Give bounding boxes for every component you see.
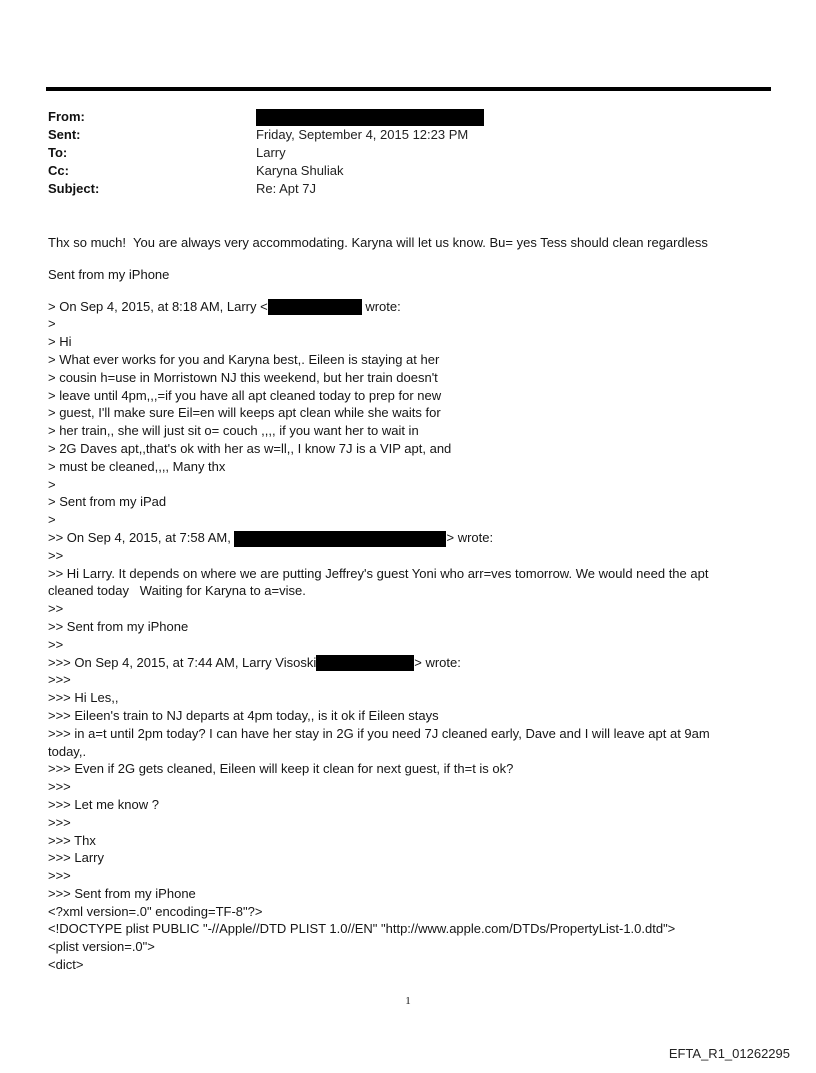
body-line: > What ever works for you and Karyna best,. Eileen is staying at her xyxy=(48,351,440,367)
body-line: > leave until 4pm,,,=if you have all apt cleaned today to prep for new xyxy=(48,387,442,403)
cc-value: Karyna Shuliak xyxy=(256,163,344,178)
body-line: Thx so much! You are always very accommodating. Karyna will let us know. Bu= yes Tess should clean regardless xyxy=(48,235,708,250)
body-line: > must be cleaned,,,, Many thx xyxy=(48,458,226,474)
body-line: > Hi xyxy=(48,334,72,350)
body-line: <dict> xyxy=(48,957,84,973)
email-body xyxy=(48,234,768,974)
body-line: <?xml version=.0" encoding=TF-8"?> xyxy=(48,903,263,919)
to-row xyxy=(48,144,748,162)
body-line: > 2G Daves apt,,that's ok with her as w=ll,, I know 7J is a VIP apt, and xyxy=(48,440,452,456)
cc-row xyxy=(48,162,748,180)
body-line: >>> Even if 2G gets cleaned, Eileen will keep it clean for next guest, if th=t is ok? xyxy=(48,761,514,777)
bates-stamp: EFTA_R1_01262295 xyxy=(668,1046,790,1061)
body-line: cleaned today Waiting for Karyna to a=vise. xyxy=(48,583,306,599)
body-line: >>> Let me know ? xyxy=(48,796,159,812)
subject-value: Re: Apt 7J xyxy=(256,181,316,196)
redaction-from xyxy=(256,109,484,126)
body-line: > xyxy=(48,316,56,332)
body-line: >>> xyxy=(48,672,71,688)
redaction-email xyxy=(268,299,362,315)
body-line: >> xyxy=(48,601,64,617)
body-line: today,. xyxy=(48,743,87,759)
body-line: > guest, I'll make sure Eil=en will keeps apt clean while she waits for xyxy=(48,405,441,421)
cc-label: Cc: xyxy=(48,163,69,178)
redaction-email xyxy=(316,655,414,671)
body-line: > xyxy=(48,512,56,528)
body-line: >> xyxy=(48,547,64,563)
subject-row xyxy=(48,180,748,198)
header-rule xyxy=(46,87,771,91)
body-line: > xyxy=(48,476,56,492)
page-number: 1 xyxy=(405,995,411,1007)
body-line: > cousin h=use in Morristown NJ this weekend, but her train doesn't xyxy=(48,369,438,385)
body-line: <!DOCTYPE plist PUBLIC "-//Apple//DTD PLIST 1.0//EN" "http://www.apple.com/DTDs/PropertyList-1.0.dtd"> xyxy=(48,921,676,937)
body-line: >>> Larry xyxy=(48,850,105,866)
to-value: Larry xyxy=(256,145,286,160)
subject-label: Subject: xyxy=(48,181,100,196)
quote-header-line: > On Sep 4, 2015, at 8:18 AM, Larry < wrote: xyxy=(48,298,401,314)
body-line: >> Sent from my iPhone xyxy=(48,618,189,634)
to-label: To: xyxy=(48,145,68,160)
body-line: >>> Eileen's train to NJ departs at 4pm today,, is it ok if Eileen stays xyxy=(48,707,439,723)
body-line: >>> xyxy=(48,868,71,884)
sent-value: Friday, September 4, 2015 12:23 PM xyxy=(256,127,469,142)
body-line: >>> Sent from my iPhone xyxy=(48,885,196,901)
body-line: > her train,, she will just sit o= couch ,,,, if you want her to wait in xyxy=(48,423,419,439)
body-line: <plist version=.0"> xyxy=(48,939,155,955)
sent-label: Sent: xyxy=(48,127,81,142)
quote-header-line: >>> On Sep 4, 2015, at 7:44 AM, Larry Visoski > wrote: xyxy=(48,654,461,670)
body-line: >>> in a=t until 2pm today? I can have her stay in 2G if you need 7J cleaned early, Dave and I will leave apt at 9am xyxy=(48,725,710,741)
redaction-email xyxy=(234,531,446,547)
body-line: >>> Thx xyxy=(48,832,96,848)
body-line: >>> xyxy=(48,814,71,830)
body-line: >>> Hi Les,, xyxy=(48,690,119,706)
from-label: From: xyxy=(48,109,85,124)
body-line: >> xyxy=(48,636,64,652)
body-line: Sent from my iPhone xyxy=(48,266,170,282)
body-line: > Sent from my iPad xyxy=(48,494,167,510)
quote-header-line: >> On Sep 4, 2015, at 7:58 AM, > wrote: xyxy=(48,529,494,545)
email-header xyxy=(48,108,748,198)
from-row xyxy=(48,108,748,126)
body-line: >> Hi Larry. It depends on where we are putting Jeffrey's guest Yoni who arr=ves tomorrow. We would need the apt xyxy=(48,565,709,581)
body-line: >>> xyxy=(48,779,71,795)
sent-row xyxy=(48,126,748,144)
